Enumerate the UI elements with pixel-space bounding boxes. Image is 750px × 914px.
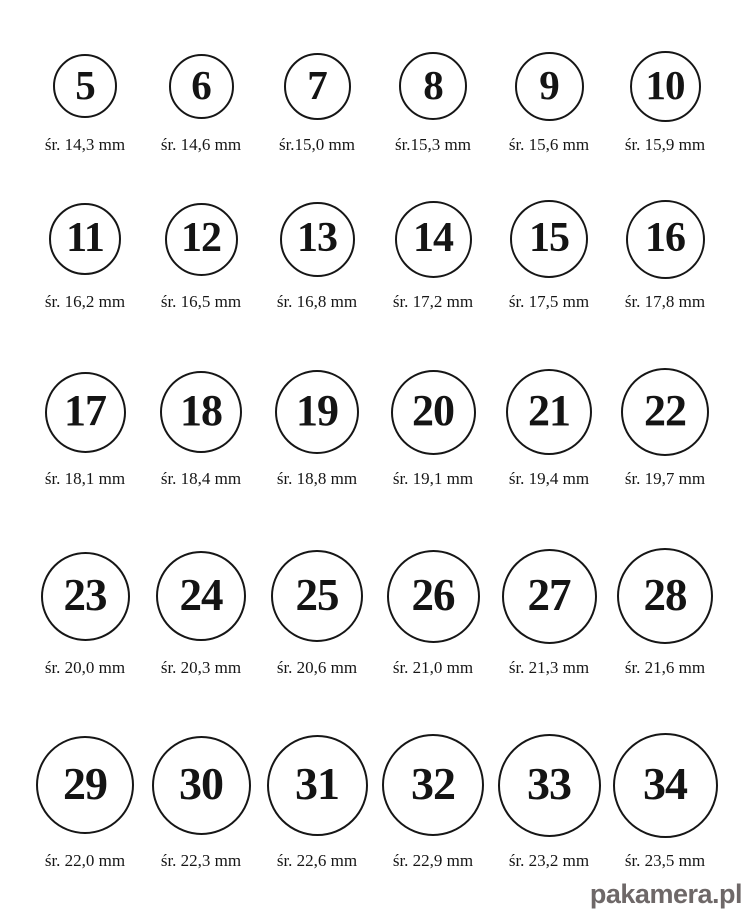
ring-cell [607, 50, 723, 155]
ring-size-number: 23 [63, 569, 107, 620]
ring-circle [156, 551, 246, 641]
ring-size-number: 13 [297, 215, 337, 261]
ring-circle [275, 370, 359, 454]
ring-circle-area [156, 547, 246, 645]
ring-size-number: 26 [411, 569, 455, 620]
ring-circle [53, 54, 117, 118]
ring-diameter-label: śr. 14,6 mm [160, 135, 242, 154]
ring-diameter-label: śr. 21,0 mm [392, 658, 474, 677]
ring-diameter-label: śr. 20,3 mm [160, 658, 242, 677]
ring-diameter-label: śr. 20,6 mm [276, 658, 358, 677]
ring-size-number: 6 [191, 61, 211, 108]
ring-cell [27, 368, 143, 489]
ring-circle-area [391, 368, 476, 456]
ring-diameter-label: śr. 16,8 mm [276, 292, 358, 311]
ring-cell [259, 547, 375, 678]
ring-diameter-label: śr. 23,2 mm [508, 851, 590, 870]
ring-cell [375, 199, 491, 312]
ring-size-number: 25 [295, 569, 339, 620]
ring-circle-area [498, 732, 601, 838]
ring-circle [391, 370, 476, 455]
ring-diameter-label: śr.15,0 mm [278, 135, 356, 154]
ring-circle [395, 201, 472, 278]
ring-circle [160, 371, 242, 453]
ring-circle [498, 734, 601, 837]
ring-circle [165, 203, 238, 276]
ring-circle-area [169, 50, 234, 122]
ring-size-number: 5 [75, 61, 95, 108]
ring-row [0, 199, 750, 312]
ring-size-number: 14 [413, 215, 453, 261]
ring-cell [143, 732, 259, 871]
ring-cell [375, 50, 491, 155]
ring-diameter-label: śr. 15,9 mm [624, 135, 706, 154]
ring-circle-area [613, 732, 718, 838]
ring-circle-area [630, 50, 701, 122]
ring-diameter-label: śr. 18,4 mm [160, 469, 242, 488]
ring-size-number: 19 [296, 386, 338, 435]
ring-circle-area [53, 50, 117, 122]
ring-size-number: 16 [645, 215, 685, 261]
ring-size-number: 20 [412, 386, 454, 435]
ring-row [0, 732, 750, 871]
ring-diameter-label: śr. 19,4 mm [508, 469, 590, 488]
ring-diameter-label: śr. 14,3 mm [44, 135, 126, 154]
ring-circle-area [152, 732, 251, 838]
ring-size-number: 24 [179, 569, 223, 620]
ring-size-number: 21 [528, 386, 570, 435]
ring-circle-area [284, 50, 351, 122]
ring-cell [375, 368, 491, 489]
ring-circle-area [515, 50, 584, 122]
ring-circle-area [160, 368, 242, 456]
ring-diameter-label: śr.15,3 mm [394, 135, 472, 154]
ring-circle [267, 735, 368, 836]
ring-size-number: 29 [63, 758, 107, 809]
ring-size-number: 10 [645, 61, 685, 108]
ring-circle [271, 550, 363, 642]
ring-diameter-label: śr. 16,5 mm [160, 292, 242, 311]
ring-circle-area [36, 732, 134, 838]
ring-circle-area [45, 368, 126, 456]
ring-circle [630, 51, 701, 122]
ring-circle-area [280, 199, 355, 279]
ring-size-number: 34 [643, 758, 687, 809]
ring-cell [607, 547, 723, 678]
ring-size-number: 30 [179, 758, 223, 809]
ring-cell [27, 732, 143, 871]
ring-circle [36, 736, 134, 834]
ring-circle-area [502, 547, 597, 645]
ring-diameter-label: śr. 21,3 mm [508, 658, 590, 677]
ring-cell [259, 199, 375, 312]
ring-cell [259, 732, 375, 871]
ring-diameter-label: śr. 22,3 mm [160, 851, 242, 870]
ring-circle-area [165, 199, 238, 279]
ring-row [0, 50, 750, 155]
ring-diameter-label: śr. 19,7 mm [624, 469, 706, 488]
ring-cell [375, 732, 491, 871]
ring-circle-area [626, 199, 705, 279]
ring-circle [506, 369, 592, 455]
ring-circle-area [506, 368, 592, 456]
ring-cell [27, 199, 143, 312]
ring-size-number: 31 [295, 758, 339, 809]
ring-circle-area [275, 368, 359, 456]
ring-diameter-label: śr. 21,6 mm [624, 658, 706, 677]
ring-cell [143, 547, 259, 678]
ring-size-number: 15 [529, 215, 569, 261]
ring-cell [143, 199, 259, 312]
ring-circle-area [49, 199, 121, 279]
ring-circle-area [267, 732, 368, 838]
ring-circle-area [399, 50, 467, 122]
ring-diameter-label: śr. 22,6 mm [276, 851, 358, 870]
ring-cell [491, 547, 607, 678]
ring-size-number: 9 [539, 61, 559, 108]
ring-circle [49, 203, 121, 275]
ring-circle-area [617, 547, 713, 645]
ring-circle [617, 548, 713, 644]
ring-cell [607, 732, 723, 871]
ring-cell [143, 368, 259, 489]
ring-circle [169, 54, 234, 119]
ring-row [0, 547, 750, 678]
ring-circle [382, 734, 484, 836]
ring-circle [45, 372, 126, 453]
ring-diameter-label: śr. 22,0 mm [44, 851, 126, 870]
ring-circle [399, 52, 467, 120]
ring-cell [607, 199, 723, 312]
ring-size-number: 7 [307, 61, 327, 108]
ring-size-number: 8 [423, 61, 443, 108]
ring-diameter-label: śr. 17,5 mm [508, 292, 590, 311]
ring-circle-area [41, 547, 130, 645]
ring-size-number: 18 [180, 386, 222, 435]
ring-circle [152, 736, 251, 835]
ring-diameter-label: śr. 18,1 mm [44, 469, 126, 488]
ring-size-number: 12 [181, 215, 221, 261]
ring-cell [491, 368, 607, 489]
ring-circle [387, 550, 480, 643]
ring-circle [621, 368, 709, 456]
ring-circle-area [621, 368, 709, 456]
ring-diameter-label: śr. 16,2 mm [44, 292, 126, 311]
ring-size-number: 11 [66, 215, 104, 261]
ring-diameter-label: śr. 20,0 mm [44, 658, 126, 677]
ring-circle-area [387, 547, 480, 645]
ring-circle [515, 52, 584, 121]
ring-cell [491, 50, 607, 155]
ring-size-number: 33 [527, 758, 571, 809]
ring-circle [510, 200, 588, 278]
ring-diameter-label: śr. 22,9 mm [392, 851, 474, 870]
ring-circle [280, 202, 355, 277]
ring-cell [259, 368, 375, 489]
ring-size-number: 17 [64, 386, 106, 435]
ring-cell [375, 547, 491, 678]
ring-cell [143, 50, 259, 155]
ring-cell [491, 199, 607, 312]
ring-cell [259, 50, 375, 155]
ring-circle-area [271, 547, 363, 645]
ring-cell [27, 547, 143, 678]
ring-circle [284, 53, 351, 120]
ring-row [0, 368, 750, 489]
ring-circle [613, 733, 718, 838]
ring-diameter-label: śr. 17,8 mm [624, 292, 706, 311]
ring-cell [607, 368, 723, 489]
ring-size-number: 32 [411, 758, 455, 809]
ring-diameter-label: śr. 17,2 mm [392, 292, 474, 311]
ring-diameter-label: śr. 19,1 mm [392, 469, 474, 488]
ring-cell [27, 50, 143, 155]
ring-circle [626, 200, 705, 279]
ring-size-number: 28 [643, 569, 687, 620]
pakamera-watermark-logo: pakamera.pl [589, 879, 742, 909]
ring-circle [41, 552, 130, 641]
ring-diameter-label: śr. 23,5 mm [624, 851, 706, 870]
ring-circle [502, 549, 597, 644]
ring-size-number: 27 [527, 569, 571, 620]
ring-circle-area [382, 732, 484, 838]
ring-diameter-label: śr. 18,8 mm [276, 469, 358, 488]
ring-size-number: 22 [644, 386, 686, 435]
ring-diameter-label: śr. 15,6 mm [508, 135, 590, 154]
ring-circle-area [395, 199, 472, 279]
ring-cell [491, 732, 607, 871]
ring-circle-area [510, 199, 588, 279]
